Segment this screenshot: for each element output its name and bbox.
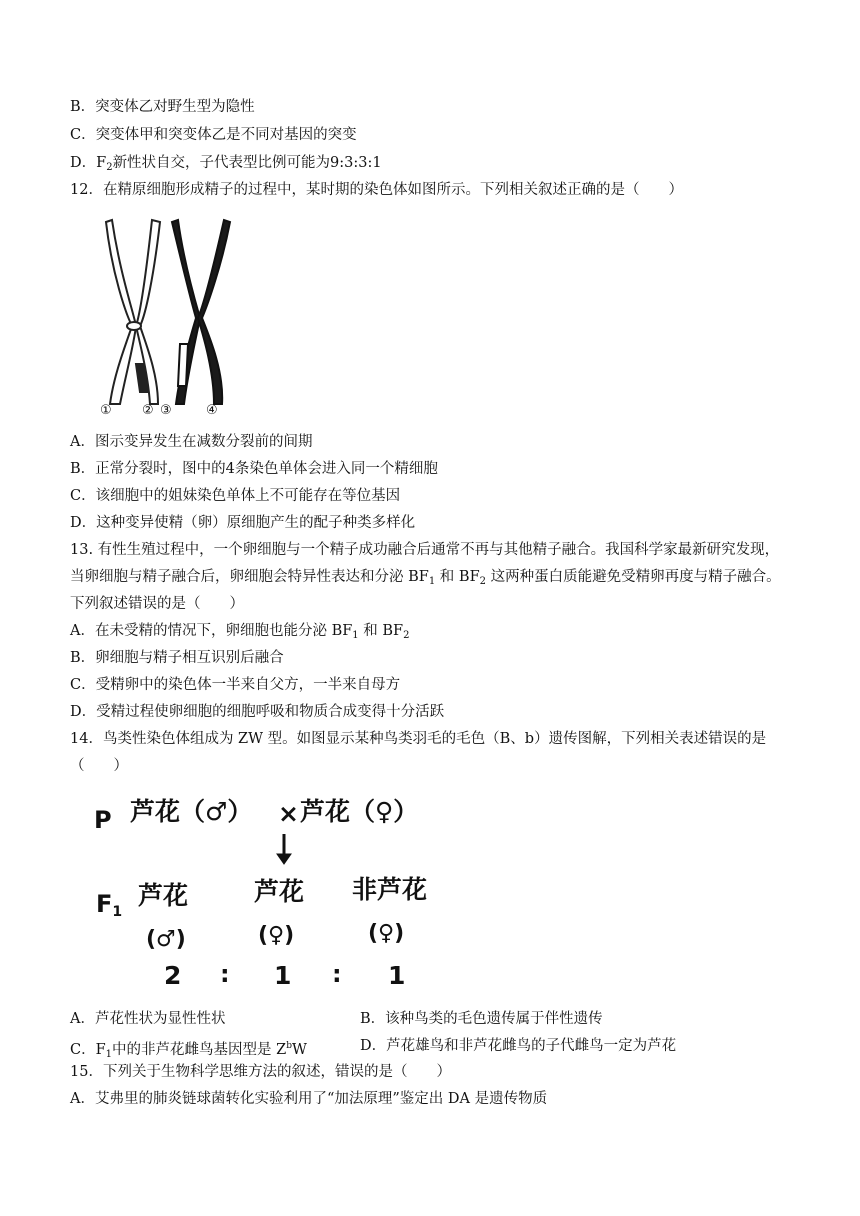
q14-option-c: C．$F_1$中的非芦花雌鸟基因型是 $Z^bW$ xyxy=(70,1041,307,1060)
label-3: ③ xyxy=(160,403,172,418)
white-chromosome xyxy=(106,220,160,404)
f1-sex-1: (♂) xyxy=(146,927,186,952)
ratio-colon-2: : xyxy=(332,960,342,988)
q14-option-b: B．该种鸟类的毛色遗传属于伴性遗传 xyxy=(360,1011,603,1027)
f1-trait-2: 芦花 xyxy=(254,877,305,906)
q13-option-c: C．受精卵中的染色体一半来自父方，一半来自母方 xyxy=(70,677,401,693)
ratio-2: 1 xyxy=(274,961,292,990)
q15-option-a: A．艾弗里的肺炎链球菌转化实验利用了“加法原理”鉴定出 DA 是遗传物质 xyxy=(70,1091,548,1107)
q12-option-d: D．这种变异使精（卵）原细胞产生的配子种类多样化 xyxy=(70,515,416,531)
cross-symbol: × xyxy=(278,799,299,828)
q12-option-a: A．图示变异发生在减数分裂前的间期 xyxy=(70,434,313,450)
q13-option-d: D．受精过程使卵细胞的细胞呼吸和物质合成变得十分活跃 xyxy=(70,704,445,720)
label-1: ① xyxy=(100,403,112,418)
q13-option-a: A．在未受精的情况下，卵细胞也能分泌 $BF_1$ 和 $BF_2$ xyxy=(70,623,410,641)
q14-option-d: D．芦花雄鸟和非芦花雌鸟的子代雌鸟一定为芦花 xyxy=(360,1038,677,1054)
inheritance-diagram xyxy=(90,784,450,998)
f1-trait-3: 非芦花 xyxy=(352,875,428,904)
chromatid-1 xyxy=(106,220,136,404)
q13-stem-line3: 下列叙述错误的是（ ） xyxy=(70,596,244,612)
q13-stem-line1: 13. 有性生殖过程中，一个卵细胞与一个精子成功融合后通常不再与其他精子融合。我国科学家最新研究发现， xyxy=(70,542,780,558)
p-female-parent: 芦花（♀） xyxy=(300,797,419,826)
q13-option-b: B．卵细胞与精子相互识别后融合 xyxy=(70,650,284,666)
q14-stem-line1: 14．鸟类性染色体组成为 ZW 型。如图显示某种鸟类羽毛的毛色（B、b）遗传图解，下列相关表述错误的是 xyxy=(70,731,767,747)
chromatid-4 xyxy=(198,220,230,404)
q12-option-c: C．该细胞中的姐妹染色单体上不可能存在等位基因 xyxy=(70,488,401,504)
f1-trait-1: 芦花 xyxy=(138,881,189,910)
chromosome-figure xyxy=(96,214,236,419)
label-2: ② xyxy=(142,403,154,418)
q11-option-d: D．$F_2$新性状自交，子代表型比例可能为9:3:3:1 xyxy=(70,155,382,173)
down-arrow xyxy=(277,834,291,864)
q11-option-b: B．突变体乙对野生型为隐性 xyxy=(70,99,255,115)
p-generation-label: P xyxy=(94,806,112,834)
q11-option-c: C．突变体甲和突变体乙是不同对基因的突变 xyxy=(70,127,357,143)
ratio-colon-1: : xyxy=(220,960,230,988)
q13-stem-line2: 当卵细胞与精子融合后，卵细胞会特异性表达和分泌 $BF_1$ 和 $BF_2$ 这两种蛋白质能避免受精卵再度与精子融合。 xyxy=(70,569,781,587)
p-male-parent: 芦花（♂） xyxy=(130,797,253,826)
label-4: ④ xyxy=(206,403,218,418)
f1-sex-3: (♀) xyxy=(368,921,405,946)
f1-generation-label: F1 xyxy=(96,890,123,920)
q14-option-a: A．芦花性状为显性性状 xyxy=(70,1011,226,1027)
q14-stem-line2: （ ） xyxy=(70,758,128,774)
ratio-3: 1 xyxy=(388,961,406,990)
black-chromosome xyxy=(172,220,230,404)
f1-sex-2: (♀) xyxy=(258,923,295,948)
ratio-1: 2 xyxy=(164,961,182,990)
q12-stem: 12．在精原细胞形成精子的过程中，某时期的染色体如图所示。下列相关叙述正确的是（ ） xyxy=(70,182,683,198)
q15-stem: 15．下列关于生物科学思维方法的叙述，错误的是（ ） xyxy=(70,1064,451,1080)
q12-option-b: B．正常分裂时，图中的4条染色单体会进入同一个精细胞 xyxy=(70,461,438,477)
